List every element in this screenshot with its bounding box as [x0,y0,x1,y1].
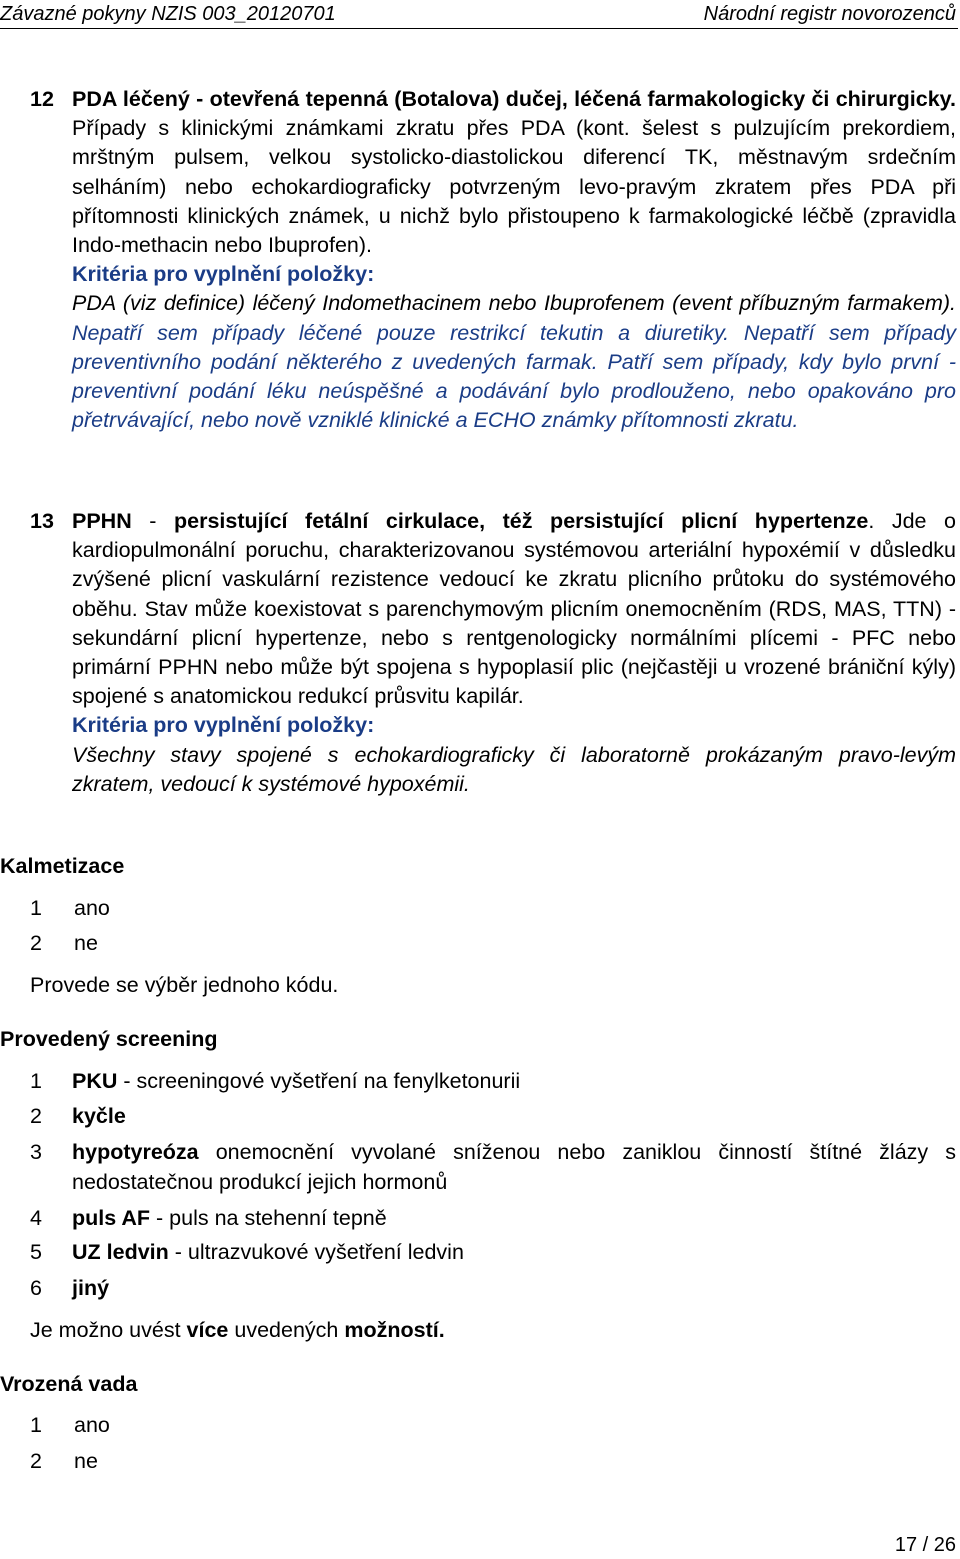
page-number: 17 / 26 [894,1534,956,1556]
section-title-vrozena-vada: Vrozená vada [0,1372,138,1396]
option-code: 2 [30,1449,42,1473]
section-title-kalmetizace: Kalmetizace [0,854,125,878]
header-divider [0,28,958,29]
option-code: 1 [30,1413,42,1437]
criteria-text-3: Nepatří sem případy preventivního podání některého z uvedených farmak. [72,320,956,374]
item-title-abbrev: PPHN [72,509,132,533]
item-name: PKU [72,1069,118,1093]
item-number: 13 [30,509,54,533]
option-label: ano [74,1413,110,1437]
item-code: 6 [30,1276,42,1300]
criteria-text: Všechny stavy spojené s echokardiograficky či laboratorně prokázaným pravo-levým zkratem, vedoucí k systémové hypoxémii. [72,742,956,796]
option-label: ne [74,1449,98,1473]
option-label: ano [74,896,110,920]
criteria-label: Kritéria pro vyplnění položky: [72,262,375,287]
screening-item-puls-af [30,1203,956,1233]
item-name: jiný [72,1276,110,1300]
item-code: 3 [30,1140,42,1164]
item-code: 5 [30,1240,42,1264]
item-code: 1 [30,1069,42,1093]
option-ano [30,894,110,922]
item-body [72,507,956,799]
item-13 [0,507,956,799]
note-text: uvedených [228,1318,345,1342]
option-label: ne [74,931,98,955]
item-body [72,85,956,435]
criteria-text-4: Patří sem případy, kdy bylo první - preventivní podání léku neúspěšné a podávání bylo prodlouženo, nebo opakováno pro přetrvávající, nebo nově vzniklé klinické a ECHO známky přítomnosti zkratu. [72,349,956,433]
criteria-text-2: Nepatří sem případy léčené pouze restrikcí tekutin a diuretiky. [72,320,730,345]
option-code: 2 [30,931,42,955]
item-name: kyčle [72,1104,126,1128]
item-12 [0,85,956,435]
item-name: puls AF [72,1206,151,1230]
item-number: 12 [30,87,54,111]
screening-item-jiny [30,1273,956,1303]
item-code: 2 [30,1104,42,1128]
note-emphasis: více [186,1318,229,1342]
item-code: 4 [30,1206,42,1230]
option-ne [30,1447,98,1475]
item-name: hypotyreóza [72,1140,199,1164]
option-ano [30,1411,110,1439]
criteria-label: Kritéria pro vyplnění položky: [72,713,375,738]
section-title-screening: Provedený screening [0,1027,218,1051]
item-description: Případy s klinickými známkami zkratu přes PDA (kont. šelest s pulzujícím prekordiem, mrštným pulsem, velkou systolicko-diastolickou diferencí TK, městnavým srdečním selháním) nebo echokardiograficky potvrzeným levo-pravým zkratem přes PDA při přítomnosti klinických známek, u nichž bylo přistoupeno k farmakologické léčbě (zpravidla Indo-methacin nebo Ibuprofen). [72,116,956,258]
item-description: - ultrazvukové vyšetření ledvin [168,1240,464,1264]
item-description: onemocnění vyvolané sníženou nebo zaniklou činností štítné žlázy s nedostatečnou produkcí jejich hormonů [72,1140,956,1194]
option-code: 1 [30,896,42,920]
item-description: - screeningové vyšetření na fenylketonurii [117,1069,521,1093]
item-title: persistující fetální cirkulace, též persistující plicní hypertenze [173,509,869,533]
screening-item-pku [30,1066,956,1096]
item-title-separator: - [131,509,174,533]
header-document-title: Závazné pokyny NZIS 003_20120701 [0,3,336,25]
item-description: - puls na stehenní tepně [150,1206,387,1230]
screening-note [30,1316,445,1344]
kalmetizace-note: Provede se výběr jednoho kódu. [30,973,339,997]
option-ne [30,929,98,957]
criteria-text-1: PDA (viz definice) léčený Indomethacinem nebo Ibuprofenem (event příbuzným farmakem). [72,291,956,316]
note-emphasis: možností. [344,1318,445,1342]
item-name: UZ ledvin [72,1240,169,1264]
item-title: PDA léčený - otevřená tepenná (Botalova) dučej, léčená farmakologicky či chirurgicky. [72,87,956,111]
header-registry-name: Národní registr novorozenců [703,3,956,25]
note-text: Je možno uvést [30,1318,187,1342]
screening-item-kycle [30,1101,956,1131]
screening-item-hypotyreoza [30,1137,956,1197]
screening-item-uz-ledvin [30,1237,956,1267]
item-description: . Jde o kardiopulmonální poruchu, charakterizovanou systémovou arteriální hypoxémií v důsledku zvýšené plicní vaskulární rezistence vedoucí ke zkratu plicního průtoku do systémového oběhu. Stav může koexistovat s parenchymovým plicním onemocněním (RDS, MAS, TTN) - sekundární plicní hypertenze, nebo s rentgenologicky normálními plícemi - PFC nebo primární PPHN nebo může být spojena s hypoplasií plic (nejčastěji u vrozené brániční kýly) spojené s anatomickou redukcí průsvitu kapilár. [72,509,956,709]
